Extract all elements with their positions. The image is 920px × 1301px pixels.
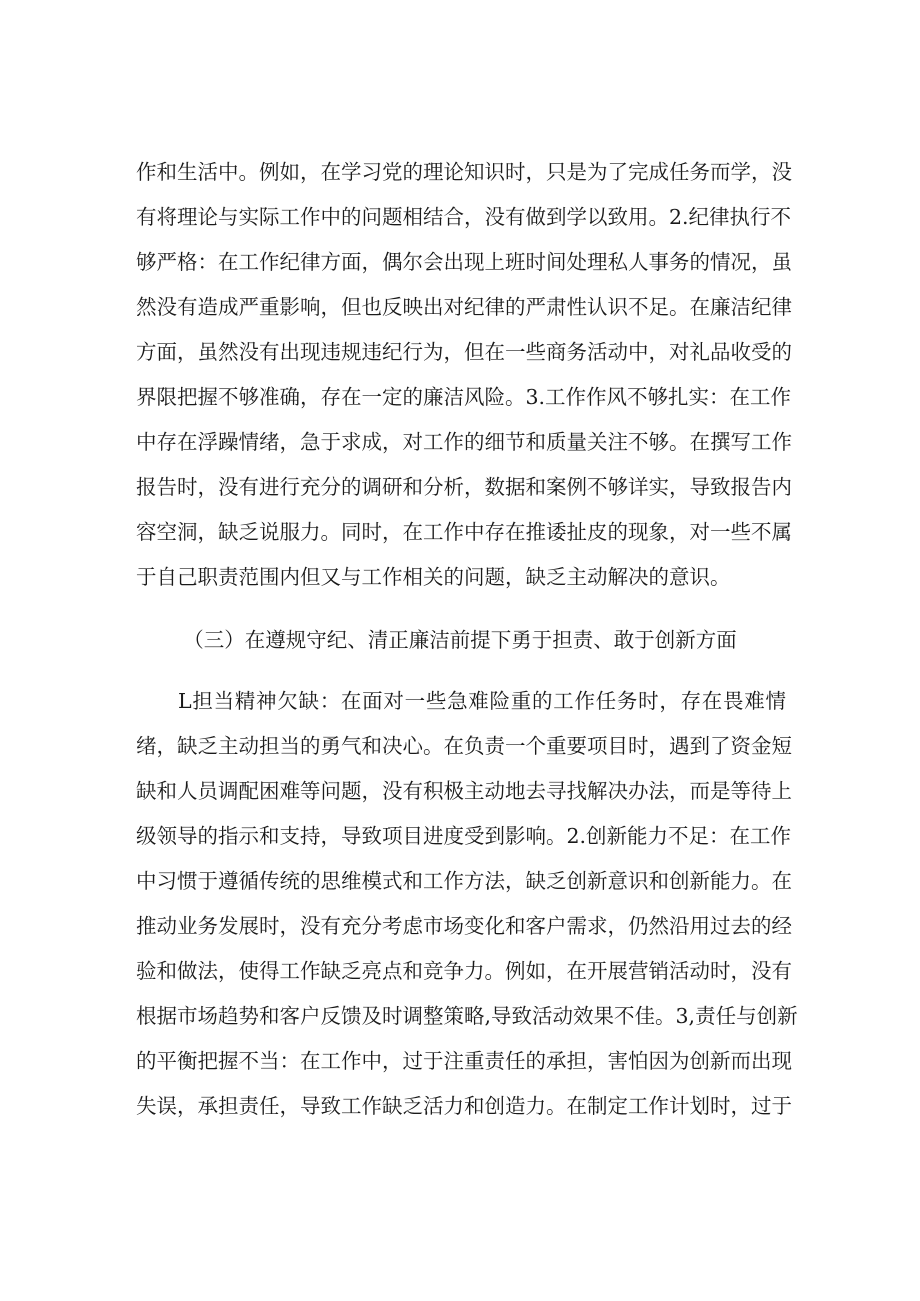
paragraph-line: 根据市场趋势和客户反馈及时调整策略,导致活动效果不佳。3,责任与创新 [136,1004,798,1028]
paragraph-line: 报告时，没有进行充分的调研和分析，数据和案例不够详实，导致报告内 [136,475,792,499]
paragraph-line: 然没有造成严重影响，但也反映出对纪律的严肃性认识不足。在廉洁纪律 [136,295,792,319]
paragraph-line: 级领导的指示和支持，导致项目进度受到影响。2.创新能力不足：在工作 [136,824,792,848]
paragraph-line: 推动业务发展时，没有充分考虑市场变化和客户需求，仍然沿用过去的经 [136,914,792,938]
paragraph-line: 作和生活中。例如，在学习党的理论知识时，只是为了完成任务而学，没 [136,160,792,184]
paragraph-line: 中存在浮躁情绪，急于求成，对工作的细节和质量关注不够。在撰写工作 [136,430,792,454]
paragraph-line: 于自己职责范围内但又与工作相关的问题，缺乏主动解决的意识。 [136,565,731,589]
paragraph-line: 的平衡把握不当：在工作中，过于注重责任的承担，害怕因为创新而出现 [136,1049,792,1073]
paragraph-line: L担当精神欠缺：在面对一些急难险重的工作任务时，存在畏难情 [178,689,786,713]
section-heading: （三）在遵规守纪、清正廉洁前提下勇于担责、敢于创新方面 [183,628,737,652]
paragraph-line: 有将理论与实际工作中的问题相结合，没有做到学以致用。2.纪律执行不 [136,205,792,229]
paragraph-line: 绪，缺乏主动担当的勇气和决心。在负责一个重要项目时，遇到了资金短 [136,734,792,758]
paragraph-line: 界限把握不够准确，存在一定的廉洁风险。3.工作作风不够扎实：在工作 [136,385,792,409]
paragraph-line: 容空洞，缺乏说服力。同时，在工作中存在推诿扯皮的现象，对一些不属 [136,520,792,544]
paragraph-line: 够严格：在工作纪律方面，偶尔会出现上班时间处理私人事务的情况，虽 [136,250,792,274]
paragraph-line: 验和做法，使得工作缺乏亮点和竞争力。例如，在开展营销活动时，没有 [136,959,792,983]
paragraph-line: 中习惯于遵循传统的思维模式和工作方法，缺乏创新意识和创新能力。在 [136,869,792,893]
paragraph-line: 缺和人员调配困难等问题，没有积极主动地去寻找解决办法，而是等待上 [136,779,792,803]
paragraph-line: 失误，承担责任，导致工作缺乏活力和创造力。在制定工作计划时，过于 [136,1094,792,1118]
paragraph-line: 方面，虽然没有出现违规违纪行为，但在一些商务活动中，对礼品收受的 [136,340,792,364]
